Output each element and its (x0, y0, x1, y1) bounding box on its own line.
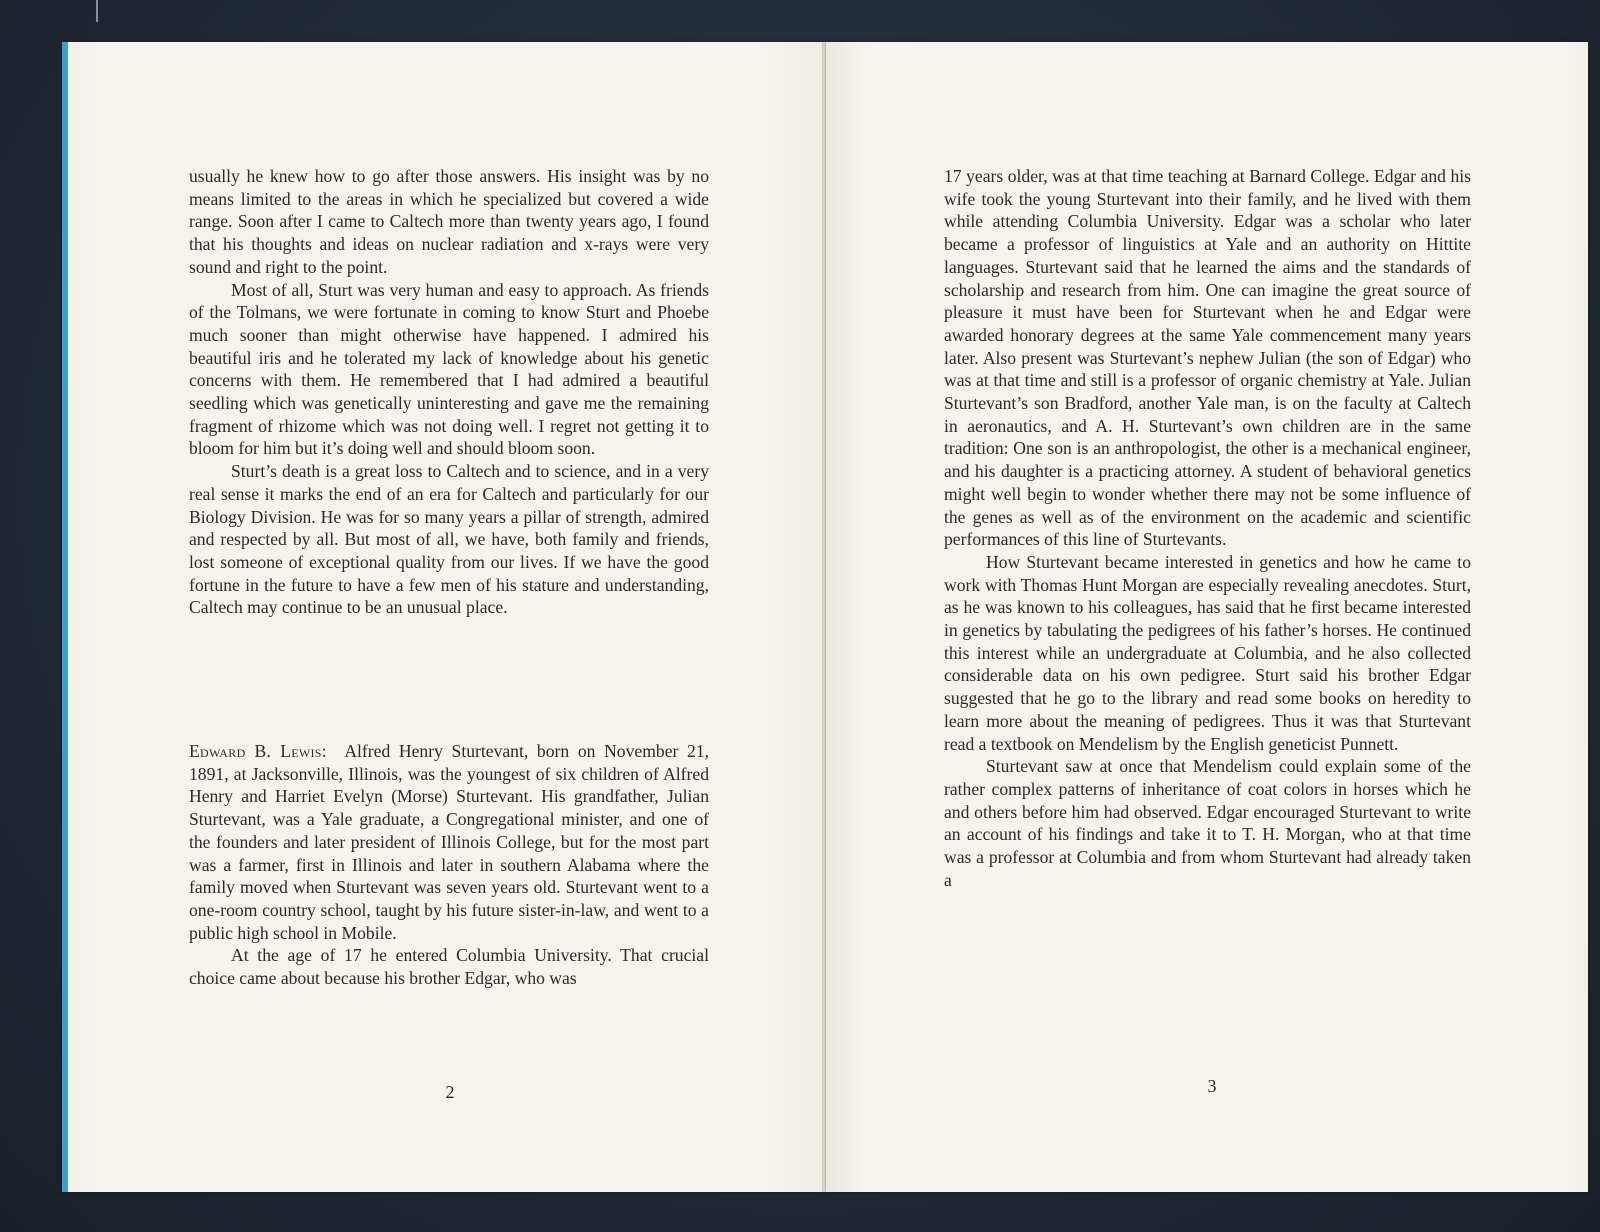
speaker-name: Edward B. Lewis: (189, 741, 327, 761)
paragraph (189, 740, 709, 944)
paragraph: Most of all, Sturt was very human and easy to approach. As friends of the Tolmans, we were fortunate in coming to know Sturt and Phoebe much sooner than might otherwise have happened. I admired his beautiful iris and he tolerated my lack of knowledge about his genetic concerns with them. He remembered that I had admired a beautiful seedling which was genetically uninteresting and gave me the remaining fragment of rhizome which was not doing well. I regret not getting it to bloom for him but it’s doing well and should bloom soon. (189, 279, 709, 459)
paragraph-text: Alfred Henry Sturtevant, born on November 21, 1891, at Jacksonville, Illinois, was the youngest of six children of Alfred Henry and Harriet Evelyn (Morse) Sturtevant. His grandfather, Julian Sturtevant, was a Yale graduate, a Congregational minister, and one of the founders and later president of Illinois College, but for the most part was a farmer, first in Illinois and later in southern Alabama where the family moved when Sturtevant was seven years old. Sturtevant went to a one-room country school, taught by his future sister-in-law, and went to a public high school in Mobile. (189, 741, 710, 943)
paragraph: How Sturtevant became interested in genetics and how he came to work with Thomas Hunt Morgan are especially revealing anecdotes. Sturt, as he was known to his colleagues, has said that he first became interested in genetics by tabulating the pedigrees of his father’s horses. He continued this interest while an undergraduate at Columbia, and he also collected considerable data on his own pedigree. Sturt said his brother Edgar suggested that he go to the library and read some books on heredity to learn more about the meaning of pedigrees. Thus it was that Sturtevant read a textbook on Mendelism by the English geneticist Punnett. (944, 551, 1471, 754)
paragraph: At the age of 17 he entered Columbia University. That crucial choice came about because his brother Edgar, who was (189, 945, 709, 989)
paragraph: usually he knew how to go after those answers. His insight was by no means limited to the areas in which he specialized but covered a wide range. Soon after I came to Caltech more than twenty years ago, I found that his thoughts and ideas on nuclear radiation and x-rays were very sound and right to the point. (189, 166, 709, 277)
page-number: 3 (1207, 1076, 1217, 1096)
left-text-block (189, 165, 709, 619)
lewis-section (189, 740, 709, 990)
page-number: 2 (445, 1082, 455, 1102)
paragraph: 17 years older, was at that time teaching at Barnard College. Edgar and his wife took the young Sturtevant into their family, and he lived with them while attending Columbia University. Edgar was a scholar who later became a professor of linguistics at Yale and an authority on Hittite languages. Sturtevant said that he learned the aims and the standards of scholarship and research from him. One can imagine the great source of pleasure it must have been for Sturtevant when he and Edgar were awarded honorary degrees at the same Yale commencement many years later. Also present was Sturtevant’s nephew Julian (the son of Edgar) who was at that time and still is a professor of organic chemistry at Yale. Julian Sturtevant’s son Bradford, another Yale man, is on the faculty at Caltech in aeronautics, and A. H. Sturtevant’s own children are in the same tradition: One son is an anthropologist, the other is a mechanical engineer, and his daughter is a practicing attorney. A student of behavioral genetics might well begin to wonder whether there may not be some influence of the genes as well as of the environment on the academic and scientific performances of this line of Sturtevants. (944, 166, 1471, 550)
paragraph: Sturt’s death is a great loss to Caltech and to science, and in a very real sense it marks the end of an era for Caltech and particularly for our Biology Division. He was for so many years a pillar of strength, admired and respected by all. But most of all, we have, both family and friends, lost someone of exceptional quality from our lives. If we have the good fortune in the future to have a few men of his stature and understanding, Caltech may continue to be an unusual place. (189, 461, 709, 618)
right-text-block (944, 165, 1471, 892)
paragraph: Sturtevant saw at once that Mendelism could explain some of the rather complex patterns of inheritance of coat colors in horses which he and others before him had observed. Edgar encouraged Sturtevant to write an account of his findings and take it to T. H. Morgan, who at that time was a professor at Columbia and from whom Sturtevant had already taken a (944, 756, 1471, 890)
left-page (62, 42, 824, 1192)
right-page (826, 42, 1588, 1192)
scan-edge-mark (96, 0, 98, 22)
